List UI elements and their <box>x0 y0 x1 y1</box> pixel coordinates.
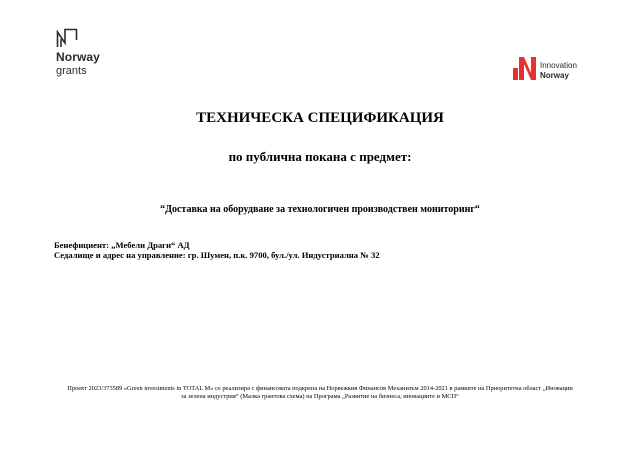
norway-grants-logo <box>56 28 116 84</box>
document-subtitle: по публична покана с предмет: <box>228 149 412 164</box>
innovation-norway-word2: Norway <box>540 71 569 80</box>
innovation-norway-word1: Innovation <box>540 61 577 70</box>
document-title: ТЕХНИЧЕСКА СПЕЦИФИКАЦИЯ <box>196 110 444 126</box>
norway-grants-word2: grants <box>56 65 87 77</box>
document-subject: “Доставка на оборудване за технологичен производствен мониторинг“ <box>160 204 480 215</box>
innovation-norway-logo <box>512 56 602 82</box>
footer-line-2: за зелена индустрия“ (Малка грантова схема) на Програма „Развитие на бизнеса, иновациите и МСП“ <box>181 393 459 400</box>
norway-grants-word1: Norway <box>56 50 100 64</box>
address-line: Седалище и адрес на управление: гр. Шумен, п.к. 9700, бул./ул. Индустриална № 32 <box>54 250 380 260</box>
norway-grants-icon <box>56 28 78 48</box>
footer-line-1: Проект 2023/373589 «Green investments in TOTAL M» се реализира с финансовата подкрепа на Норвежкия Финансов Механизъм 2014-2021 в рамките на Приоритетна област „Иновации <box>67 385 573 392</box>
beneficiary-line: Бенефициент: „Мебели Драги“ АД <box>54 240 190 250</box>
beneficiary-block <box>54 240 380 260</box>
innovation-norway-icon <box>512 56 537 81</box>
footer-note <box>40 385 600 401</box>
